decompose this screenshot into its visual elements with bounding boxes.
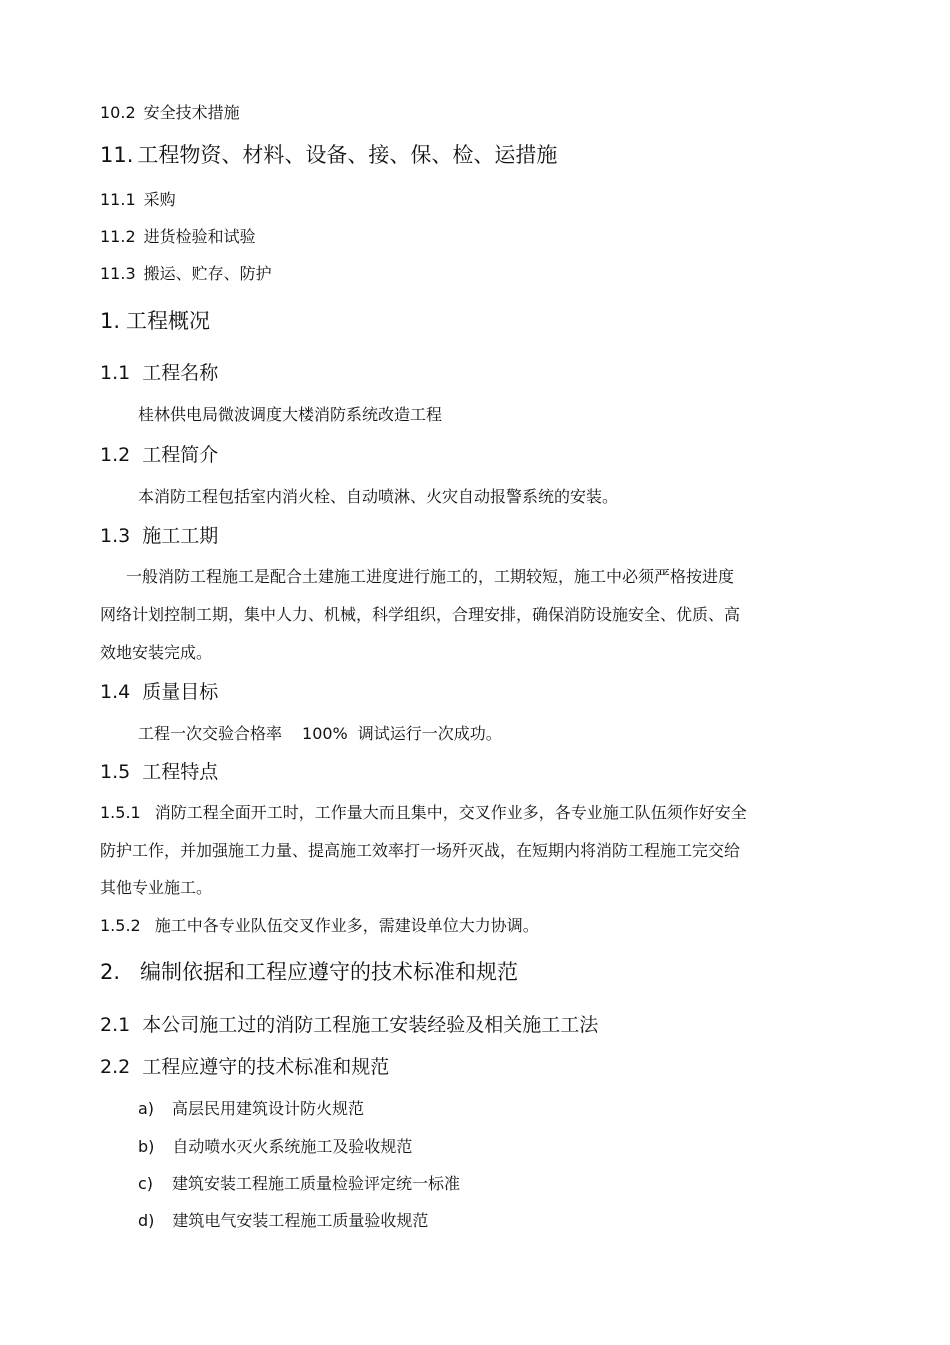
list-item bbox=[138, 1139, 412, 1155]
item-text: 施工中各专业队伍交叉作业多，需建设单位大力协调。 bbox=[154, 916, 539, 935]
quality-text-end: 调试运行一次成功。 bbox=[357, 724, 502, 743]
toc-text: 安全技术措施 bbox=[143, 103, 240, 122]
subsection-title: 工程简介 bbox=[142, 444, 219, 466]
subsection-heading bbox=[100, 1016, 598, 1035]
section-title: 编制依据和工程应遵守的技术标准和规范 bbox=[140, 960, 519, 984]
toc-entry bbox=[100, 229, 256, 245]
list-item bbox=[138, 1101, 364, 1117]
section-heading bbox=[100, 962, 518, 983]
paragraph-line: 防护工作，并加强施工力量、提高施工效率打一场歼灭战，在短期内将消防工程施工完交给 bbox=[100, 841, 741, 860]
subsection-number: 1.5 bbox=[100, 761, 131, 783]
subsection-title: 施工工期 bbox=[142, 525, 219, 547]
quality-text: 工程一次交验合格率 bbox=[138, 724, 283, 743]
list-marker: d) bbox=[138, 1211, 155, 1230]
list-marker: c) bbox=[138, 1174, 154, 1193]
section-title: 工程概况 bbox=[126, 309, 211, 333]
list-marker: b) bbox=[138, 1137, 155, 1156]
toc-text: 采购 bbox=[143, 190, 176, 209]
paragraph bbox=[138, 726, 502, 742]
toc-text: 搬运、贮存、防护 bbox=[143, 264, 272, 283]
subsection-heading bbox=[100, 527, 218, 546]
list-item-text: 高层民用建筑设计防火规范 bbox=[172, 1099, 365, 1118]
toc-number: 11.2 bbox=[100, 227, 136, 246]
toc-number: 10.2 bbox=[100, 103, 136, 122]
paragraph-line: 一般消防工程施工是配合土建施工进度进行施工的，工期较短，施工中必须严格按进度 bbox=[126, 567, 735, 586]
paragraph-line: 效地安装完成。 bbox=[100, 643, 213, 662]
item-number: 1.5.2 bbox=[100, 916, 141, 935]
item-text: 消防工程全面开工时，工作量大而且集中，交叉作业多，各专业施工队伍须作好安全 bbox=[154, 803, 747, 822]
section-number: 1. bbox=[100, 309, 121, 333]
section-heading bbox=[100, 311, 210, 332]
subsection-number: 1.1 bbox=[100, 362, 131, 384]
toc-entry bbox=[100, 192, 176, 208]
subsection-title: 本公司施工过的消防工程施工安装经验及相关施工工法 bbox=[142, 1014, 599, 1036]
subsection-heading bbox=[100, 763, 218, 782]
toc-text: 进货检验和试验 bbox=[143, 227, 256, 246]
subsection-heading bbox=[100, 1058, 389, 1077]
subsection-number: 1.3 bbox=[100, 525, 131, 547]
toc-entry bbox=[100, 266, 272, 282]
list-item bbox=[138, 1176, 460, 1192]
section-number: 2. bbox=[100, 960, 121, 984]
paragraph-line: 网络计划控制工期，集中人力、机械，科学组织，合理安排，确保消防设施安全、优质、高 bbox=[100, 605, 741, 624]
list-marker: a) bbox=[138, 1099, 155, 1118]
subsection-title: 工程应遵守的技术标准和规范 bbox=[142, 1056, 390, 1078]
paragraph: 本消防工程包括室内消火栓、自动喷淋、火灾自动报警系统的安装。 bbox=[138, 487, 619, 506]
subsection-title: 工程名称 bbox=[142, 362, 219, 384]
subsection-title: 工程特点 bbox=[142, 761, 219, 783]
paragraph-line: 其他专业施工。 bbox=[100, 878, 213, 897]
toc-number: 11.1 bbox=[100, 190, 136, 209]
toc-text: 工程物资、材料、设备、接、保、检、运措施 bbox=[137, 143, 558, 167]
subsection-heading bbox=[100, 446, 218, 465]
paragraph-line bbox=[100, 918, 539, 934]
subsection-heading bbox=[100, 683, 218, 702]
list-item bbox=[138, 1213, 428, 1229]
list-item-text: 建筑安装工程施工质量检验评定统一标准 bbox=[172, 1174, 461, 1193]
subsection-number: 2.2 bbox=[100, 1056, 131, 1078]
quality-percent: 100% bbox=[302, 724, 348, 743]
paragraph-line bbox=[100, 805, 747, 821]
subsection-heading bbox=[100, 364, 218, 383]
subsection-number: 1.2 bbox=[100, 444, 131, 466]
toc-number: 11.3 bbox=[100, 264, 136, 283]
item-number: 1.5.1 bbox=[100, 803, 141, 822]
subsection-number: 1.4 bbox=[100, 681, 131, 703]
toc-number: 11. bbox=[100, 143, 134, 167]
toc-entry bbox=[100, 105, 240, 121]
list-item-text: 建筑电气安装工程施工质量验收规范 bbox=[172, 1211, 429, 1230]
paragraph: 桂林供电局微波调度大楼消防系统改造工程 bbox=[138, 405, 443, 424]
list-item-text: 自动喷水灭火系统施工及验收规范 bbox=[172, 1137, 413, 1156]
toc-entry-main bbox=[100, 145, 557, 166]
subsection-number: 2.1 bbox=[100, 1014, 131, 1036]
subsection-title: 质量目标 bbox=[142, 681, 219, 703]
